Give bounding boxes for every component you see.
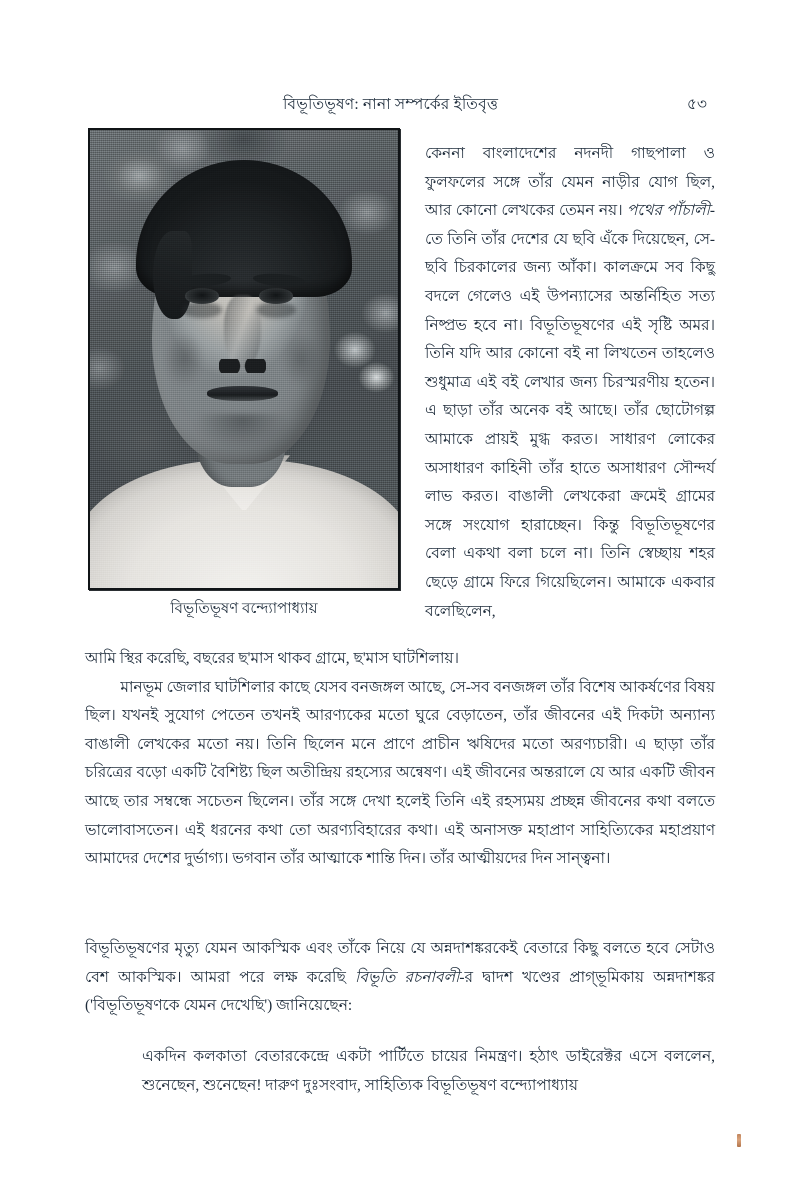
full-width-paragraph-two (85, 935, 715, 1021)
paragraph-two-text-b: -র দ্বাদশ খণ্ডের প্রাগ্‌ভূমিকায় অন্নদাশঙ্কর ('বিভূতিভূষণকে যেমন দেখেছি') জানিয়েছেন: (85, 968, 716, 1015)
right-column-text-a: কেননা বাংলাদেশের নদনদী গাছপালা ও ফুলফলের সঙ্গে তাঁর যেমন নাড়ীর যোগ ছিল, আর কোনো লেখকের তেমন নয়। (425, 145, 715, 220)
page-number: ৫৩ (686, 96, 707, 113)
right-column-text-b: -তে তিনি তাঁর দেশের যে ছবি এঁকে দিয়েছেন, সে-ছবি চিরকালের জন্য আঁকা। কালক্রমে সব কিছু বদলে গেলেও এই উপন্যাসের অন্তর্নিহিত সত্য নিষ্প্রভ হবে না। বিভূতিভূষণের এই সৃষ্টি অমর। তিনি যদি আর কোনো বই না লিখতেন তাহলেও শুধুমাত্র এই বই লেখার জন্য চিরস্মরণীয় হতেন। এ ছাড়া তাঁর অনেক বই আছে। তাঁর ছোটোগল্প আমাকে প্রায়ই মুগ্ধ করত। সাধারণ লোকের অসাধারণ কাহিনী তাঁর হাতে অসাধারণ সৌন্দর্য লাভ করত। বাঙালী লেখকেরা ক্রমেই গ্রামের সঙ্গে সংযোগ হারাচ্ছেন। কিন্তু বিভূতিভূষণের বেলা একথা বলা চলে না। তিনি স্বেচ্ছায় শহর ছেড়ে গ্রামে ফিরে গিয়েছিলেন। আমাকে একবার বলেছিলেন, (425, 202, 715, 620)
subject-hair (136, 160, 352, 297)
subject-chin-shadow (195, 414, 290, 451)
subject-mouth (207, 386, 278, 401)
subject-eye-shadow-right (256, 302, 296, 318)
book-title-bibhuti-rachanabali: বিভূতি রচনাবলী (354, 968, 460, 986)
subject-nose (224, 295, 261, 368)
subject-cheek-right (281, 332, 321, 387)
subject-eye-shadow-left (182, 302, 222, 318)
right-text-column (425, 140, 715, 655)
page-edge-smudge (737, 1134, 741, 1147)
continuation-line: আমি স্থির করেছি, বছরের ছ'মাস থাকব গ্রামে, ছ'মাস ঘাটশিলায়। (85, 650, 459, 667)
book-title-pather-panchali: পথের পাঁচালী (626, 202, 710, 220)
subject-nostrils (219, 359, 265, 373)
photo-subject (90, 130, 398, 588)
figure-caption: বিভূতিভূষণ বন্দ্যোপাধ্যায় (170, 601, 318, 617)
portrait-figure (88, 128, 400, 590)
right-column-paragraph (425, 140, 715, 655)
full-width-block-two (85, 935, 715, 1021)
running-head-title: বিভূতিভূষণ: নানা সম্পর্কের ইতিবৃত্ত (283, 96, 499, 113)
full-width-paragraph-one: মানভূম জেলার ঘাটশিলার কাছে যেসব বনজঙ্গল আছে, সে-সব বনজঙ্গল তাঁর বিশেষ আকর্ষণের বিষয় ছিল। যখনই সুযোগ পেতেন তখনই আরণ্যকের মতো ঘুরে বেড়াতেন, তাঁর জীবনের এই দিকটা অন্যান্য বাঙালী লেখকের মতো নয়। তিনি ছিলেন মনে প্রাণে প্রাচীন ঋষিদের মতো অরণ্যচারী। এ ছাড়া তাঁর চরিত্রের বড়ো একটি বৈশিষ্ট্য ছিল অতীন্দ্রিয় রহস্যের অন্বেষণ। এই জীবনের অন্তরালে যে আর একটি জীবন আছে তার সম্বন্ধে সচেতন ছিলেন। তাঁর সঙ্গে দেখা হলেই তিনি এই রহস্যময় প্রচ্ছন্ন জীবনের কথা বলতে ভালোবাসতেন। এই ধরনের কথা তো অরণ্যবিহারের কথা। এই অনাসক্ত মহাপ্রাণ সাহিত্যিকের মহাপ্রয়াণ আমাদের দেশের দুর্ভাগ্য। ভগবান তাঁর আত্মাকে শান্তি দিন। তাঁর আত্মীয়দের দিন সান্ত্বনা। (85, 678, 715, 868)
quotation-text: একদিন কলকাতা বেতারকেন্দ্রে একটা পার্টিতে চায়ের নিমন্ত্রণ। হঠাৎ ডাইরেক্টর এসে বললেন, শুনেছেন, শুনেছেন! দারুণ দুঃসংবাদ, সাহিত্যিক বিভূতিভূষণ বন্দ্যোপাধ্যায় (142, 1048, 715, 1094)
subject-cheek-left (164, 332, 204, 387)
running-head (85, 92, 715, 114)
block-quotation (142, 1043, 715, 1100)
paragraph-two-text-a: বিভূতিভূষণের মৃত্যু যেমন আকস্মিক এবং তাঁকে নিয়ে যে অন্নদাশঙ্করকেই বেতারে কিছু বলতে হবে সেটাও বেশ আকস্মিক। আমরা পরে লক্ষ করেছি (85, 940, 715, 986)
portrait-photograph (88, 128, 400, 590)
full-width-block-one (85, 645, 715, 874)
